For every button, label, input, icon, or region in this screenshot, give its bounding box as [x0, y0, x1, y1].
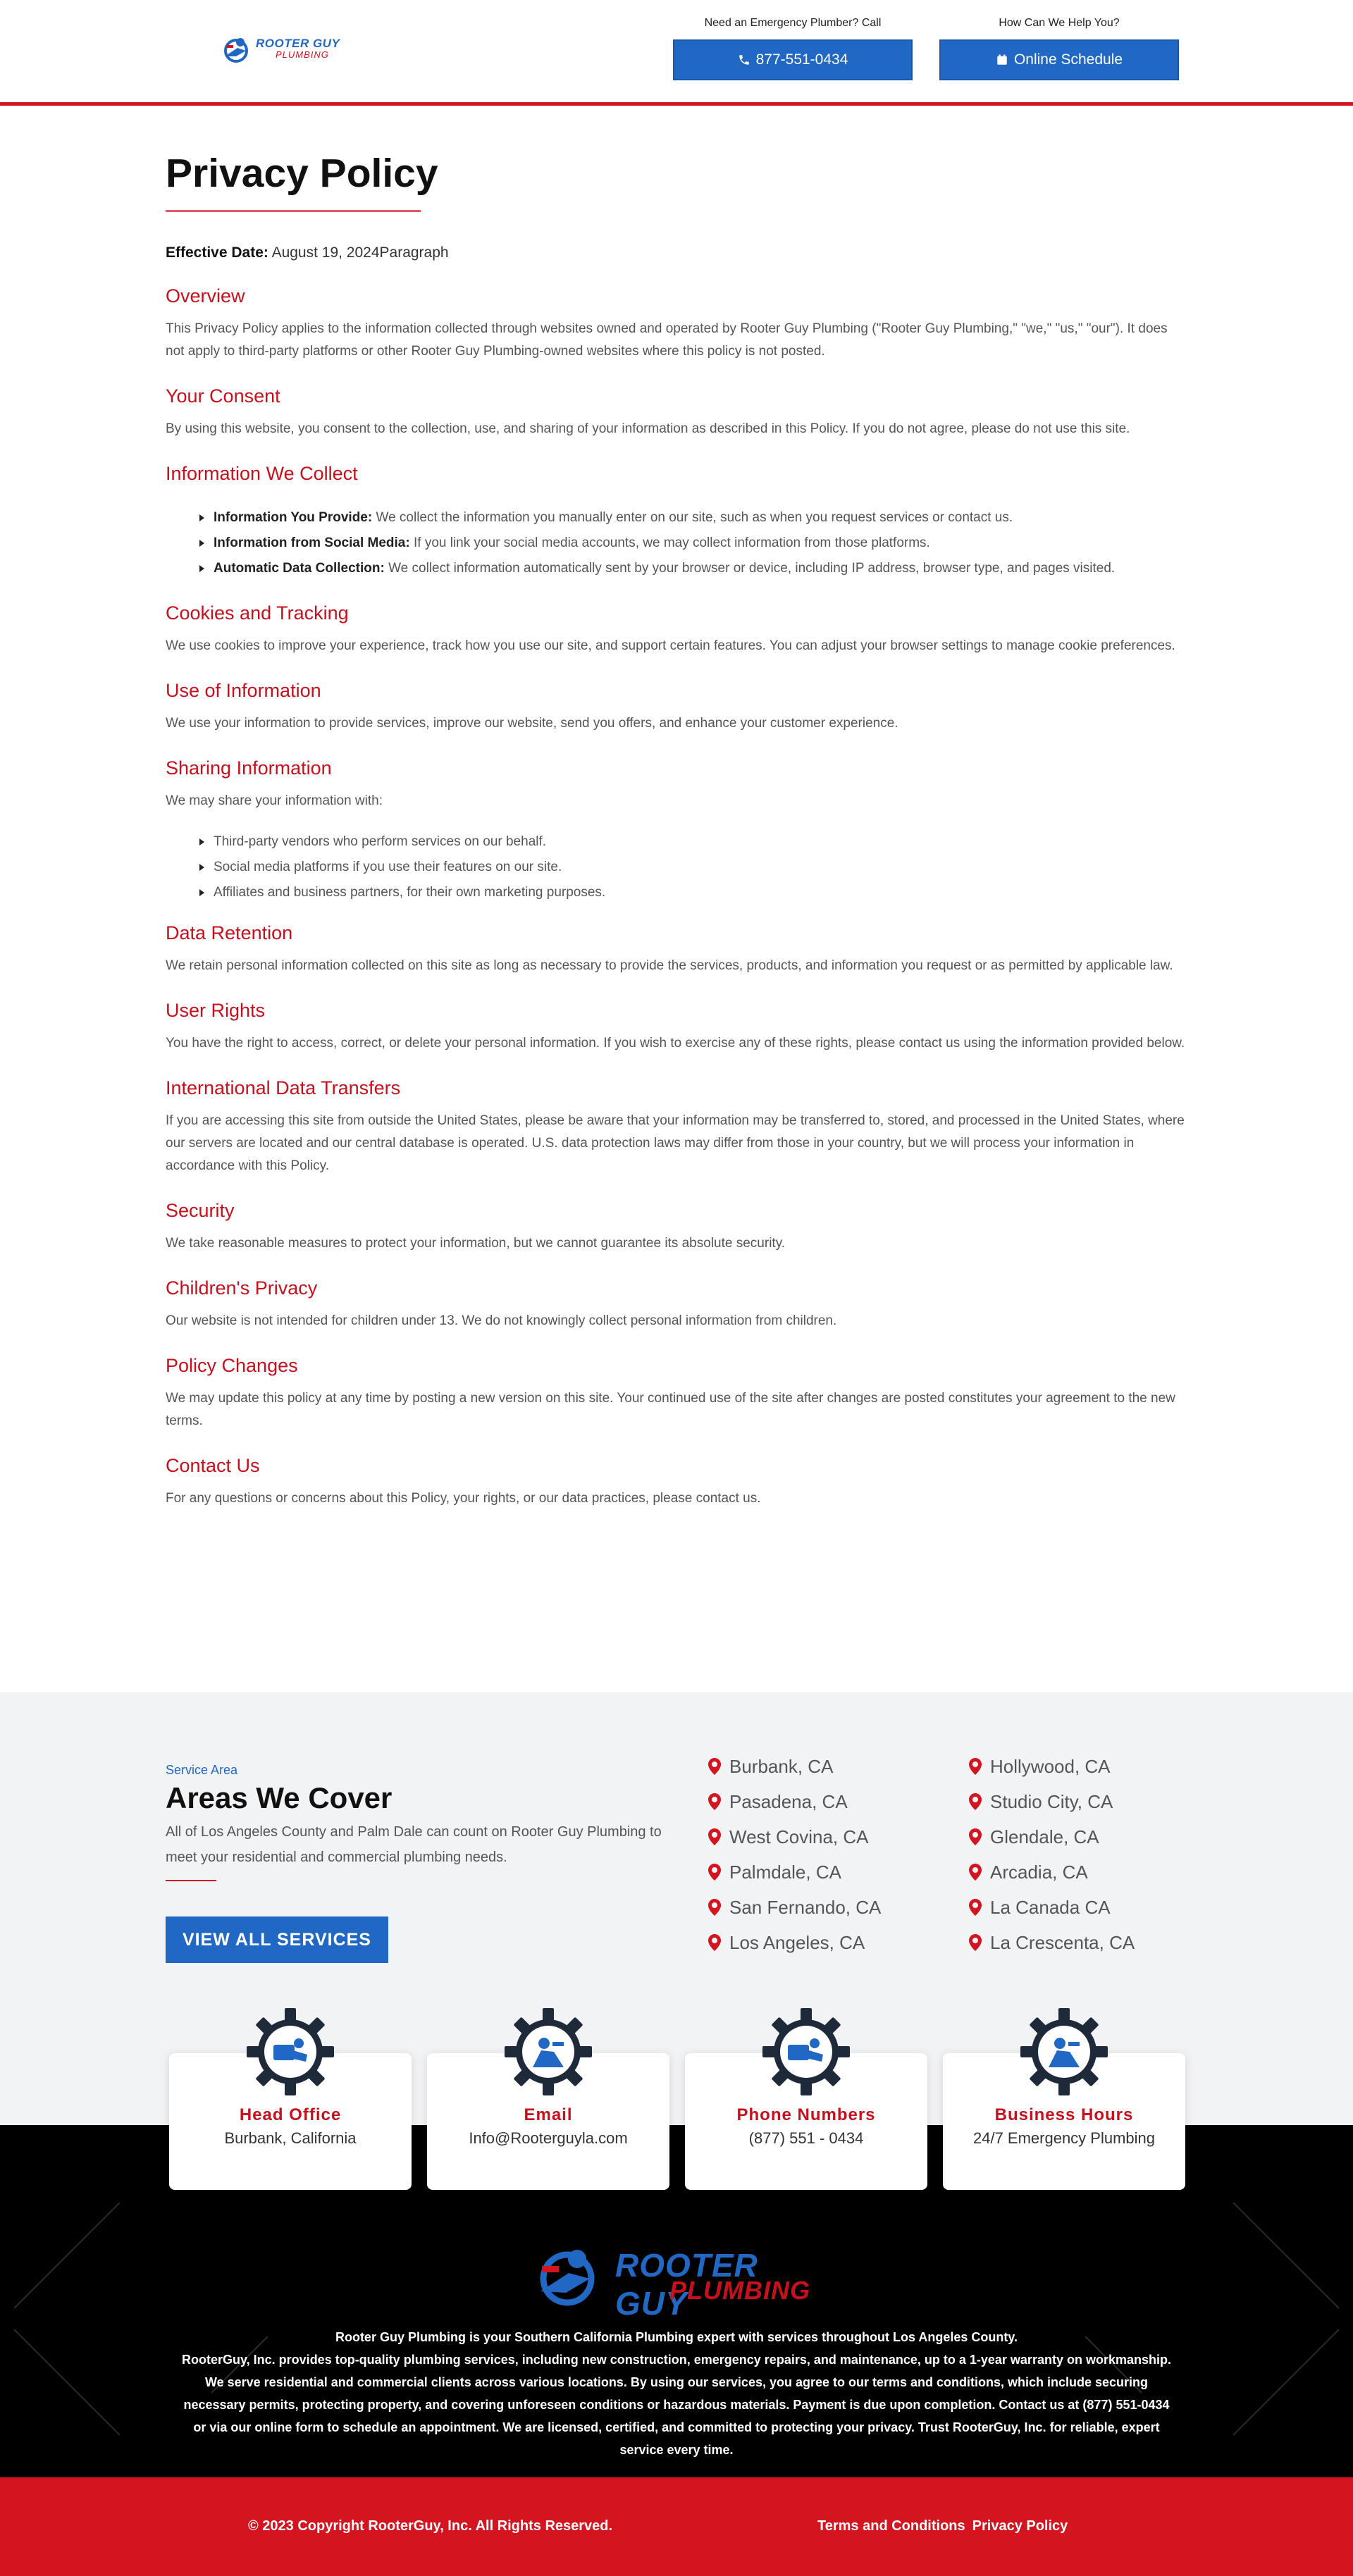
card-title: Email [524, 2105, 573, 2124]
section-heading-retention: Data Retention [166, 922, 293, 943]
footer-body-text: RooterGuy, Inc. provides top-quality plumbing services, including new construction, emergency repairs, and maintenance, up to a 1-year warranty on workmanship. We serve residential and commercial clients across various locations. By using our services, you agree to our terms and conditions, which include securing necessary permits, protecting property, and covering unforeseen conditions or hazardous materials. Payment is due upon completion. Contact us at (877) 551-0434 or via our online form to schedule an appointment. We are licensed, certified, and committed to protecting your privacy. Trust RooterGuy, Inc. for reliable, expert service every time. [182, 2353, 1171, 2457]
section-text-children: Our website is not intended for children under 13. We do not knowingly collect personal information from children. [166, 1313, 837, 1328]
effective-date-value: August 19, 2024Paragraph [268, 244, 449, 261]
city-name: Los Angeles, CA [729, 1931, 865, 1953]
city-name: La Crescenta, CA [990, 1931, 1135, 1953]
map-pin-icon [969, 1934, 982, 1951]
plumber-logo-icon [222, 35, 253, 63]
footer-description [176, 2326, 1177, 2461]
list-item [199, 531, 1187, 556]
card-title: Head Office [239, 2105, 342, 2124]
city-item[interactable] [708, 1819, 948, 1854]
section-text-use: We use your information to provide services, improve our website, send you offers, and enhance your customer experience. [166, 716, 898, 731]
card-value: (877) 551 - 0434 [748, 2129, 864, 2147]
city-list-left [708, 1749, 948, 1960]
city-item[interactable] [708, 1749, 948, 1784]
city-name: Arcadia, CA [990, 1861, 1088, 1883]
map-pin-icon [708, 1793, 721, 1810]
section-text-retention: We retain personal information collected on this site as long as necessary to provide the services, products, and information you request or as permitted by applicable law. [166, 958, 1173, 973]
plumber-gear-icon [1020, 2008, 1108, 2095]
map-pin-icon [708, 1758, 721, 1775]
map-pin-icon [969, 1758, 982, 1775]
phone-button-label: 877-551-0434 [755, 51, 848, 68]
city-item[interactable] [969, 1784, 1209, 1819]
footer-links [817, 2518, 1075, 2534]
section-heading-contact: Contact Us [166, 1455, 260, 1476]
section-heading-children: Children's Privacy [166, 1277, 318, 1299]
section-heading-transfers: International Data Transfers [166, 1077, 401, 1098]
contact-card-phone[interactable] [685, 2053, 927, 2190]
section-text-overview: This Privacy Policy applies to the information collected through websites owned and operated by Rooter Guy Plumbing ("Rooter Guy Plumbing," "we," "us," "our"). It does not apply to third-party platforms or other Rooter Guy Plumbing-owned websites where this policy is not posted. [166, 321, 1168, 359]
section-heading-security: Security [166, 1200, 235, 1221]
section-heading-changes: Policy Changes [166, 1355, 298, 1376]
online-schedule-button[interactable] [939, 39, 1179, 80]
city-name: Pasadena, CA [729, 1790, 848, 1812]
list-item [199, 505, 1187, 531]
section-heading-collect: Information We Collect [166, 463, 358, 484]
card-value: 24/7 Emergency Plumbing [972, 2129, 1156, 2147]
map-pin-icon [969, 1899, 982, 1916]
service-area-title: Areas We Cover [166, 1781, 393, 1814]
section-text-consent: By using this website, you consent to the collection, use, and sharing of your information as described in this Policy. If you do not agree, please do not use this site. [166, 421, 1130, 436]
section-text-contact: For any questions or concerns about this Policy, your rights, or our data practices, please contact us. [166, 1491, 761, 1506]
logo-brand-sub: PLUMBING [276, 49, 329, 60]
city-item[interactable] [708, 1784, 948, 1819]
section-heading-sharing: Sharing Information [166, 757, 332, 779]
city-name: Studio City, CA [990, 1790, 1113, 1812]
city-name: Burbank, CA [729, 1755, 834, 1777]
city-item[interactable] [708, 1925, 948, 1960]
contact-card-head-office [169, 2053, 412, 2190]
section-heading-cookies: Cookies and Tracking [166, 602, 349, 624]
section-heading-rights: User Rights [166, 1000, 266, 1021]
list-item-text: We collect information automatically sent by your browser or device, including IP address, browser type, and pages visited. [384, 561, 1116, 576]
collect-list [166, 505, 1187, 581]
list-item-label: Information from Social Media: [214, 535, 410, 550]
card-title: Phone Numbers [736, 2105, 876, 2124]
city-list-right [969, 1749, 1209, 1960]
map-pin-icon [708, 1934, 721, 1951]
city-item[interactable] [969, 1749, 1209, 1784]
map-pin-icon [708, 1828, 721, 1845]
city-name: La Canada CA [990, 1896, 1111, 1918]
effective-date [166, 244, 1187, 261]
list-item: Affiliates and business partners, for their own marketing purposes. [199, 880, 1187, 905]
title-divider [166, 210, 421, 212]
city-name: San Fernando, CA [729, 1896, 882, 1918]
section-text-changes: We may update this policy at any time by posting a new version on this site. Your continued use of the site after changes are posted constitutes your agreement to the new terms. [166, 1391, 1175, 1428]
service-area-description: All of Los Angeles County and Palm Dale can count on Rooter Guy Plumbing to meet your residential and commercial plumbing needs. [166, 1824, 662, 1865]
section-text-transfers: If you are accessing this site from outside the United States, please be aware that your information may be transferred to, stored, and processed in the United States, where our servers are located and our central database is operated. U.S. data protection laws may differ from those in your country, but we will process your information in accordance with this Policy. [166, 1113, 1185, 1173]
contact-card-hours [943, 2053, 1185, 2190]
list-item-label: Automatic Data Collection: [214, 561, 385, 576]
phone-icon [738, 54, 750, 66]
copyright-text: © 2023 Copyright RooterGuy, Inc. All Rights Reserved. [248, 2518, 613, 2534]
card-value: Info@Rooterguyla.com [469, 2129, 628, 2147]
map-pin-icon [969, 1793, 982, 1810]
plumber-gear-icon [505, 2008, 592, 2095]
emergency-call-block [673, 17, 913, 80]
map-pin-icon [969, 1828, 982, 1845]
city-item[interactable] [708, 1854, 948, 1890]
section-text-security: We take reasonable measures to protect your information, but we cannot guarantee its absolute security. [166, 1236, 786, 1251]
map-pin-icon [708, 1864, 721, 1881]
plumber-logo-icon [532, 2245, 610, 2307]
site-header [0, 0, 1353, 106]
list-item: Third-party vendors who perform services on our behalf. [199, 829, 1187, 855]
schedule-block [939, 17, 1179, 80]
service-area-label: Service Area [166, 1763, 238, 1777]
section-text-rights: You have the right to access, correct, or delete your personal information. If you wish to exercise any of these rights, please contact us using the information provided below. [166, 1036, 1185, 1051]
view-all-services-button[interactable]: VIEW ALL SERVICES [166, 1916, 388, 1963]
list-item-text: If you link your social media accounts, we may collect information from those platforms. [409, 535, 930, 550]
list-item-label: Information You Provide: [214, 510, 373, 525]
section-text-sharing: We may share your information with: [166, 793, 383, 808]
map-pin-icon [708, 1899, 721, 1916]
list-item [199, 556, 1187, 581]
city-item[interactable] [708, 1890, 948, 1925]
section-text-cookies: We use cookies to improve your experience, track how you use our site, and support certain features. You can adjust your browser settings to manage cookie preferences. [166, 638, 1175, 653]
city-name: West Covina, CA [729, 1826, 869, 1847]
city-name: Palmdale, CA [729, 1861, 841, 1883]
schedule-button-label: Online Schedule [1013, 51, 1123, 68]
city-item[interactable] [969, 1819, 1209, 1854]
terms-link[interactable]: Terms and Conditions [817, 2518, 965, 2534]
footer-brand-name: ROOTER GUY [615, 2247, 758, 2322]
logo-brand-name: ROOTER GUY [256, 37, 340, 50]
plumber-gear-icon [247, 2008, 334, 2095]
city-name: Hollywood, CA [990, 1755, 1111, 1777]
card-value: Burbank, California [224, 2129, 357, 2147]
sharing-list [166, 829, 1187, 905]
calendar-icon [996, 54, 1008, 66]
service-area-divider [166, 1880, 216, 1881]
section-heading-consent: Your Consent [166, 385, 280, 407]
list-item: Social media platforms if you use their features on our site. [199, 855, 1187, 880]
city-item[interactable] [969, 1890, 1209, 1925]
contact-card-email[interactable] [427, 2053, 669, 2190]
call-phone-button[interactable] [673, 39, 913, 80]
footer-brand-sub: PLUMBING [669, 2276, 810, 2305]
effective-date-label: Effective Date: [166, 244, 268, 261]
map-pin-icon [969, 1864, 982, 1881]
page-title: Privacy Policy [166, 151, 438, 196]
footer-logo[interactable] [532, 2243, 821, 2322]
section-heading-overview: Overview [166, 285, 245, 306]
footer-tagline: Rooter Guy Plumbing is your Southern California Plumbing expert with services throughout Los Angeles County. [335, 2330, 1018, 2344]
copyright-bar [0, 2477, 1353, 2576]
card-title: Business Hours [994, 2105, 1134, 2124]
list-item-text: We collect the information you manually enter on our site, such as when you request services or contact us. [372, 510, 1013, 525]
section-heading-use: Use of Information [166, 680, 321, 701]
city-item[interactable] [969, 1925, 1209, 1960]
site-logo[interactable] [222, 35, 349, 65]
privacy-link[interactable]: Privacy Policy [972, 2518, 1068, 2534]
emergency-caption: Need an Emergency Plumber? Call [704, 17, 882, 29]
help-caption: How Can We Help You? [999, 17, 1120, 29]
plumber-gear-icon [762, 2008, 850, 2095]
privacy-policy-content [166, 141, 1187, 1510]
city-item[interactable] [969, 1854, 1209, 1890]
city-name: Glendale, CA [990, 1826, 1099, 1847]
